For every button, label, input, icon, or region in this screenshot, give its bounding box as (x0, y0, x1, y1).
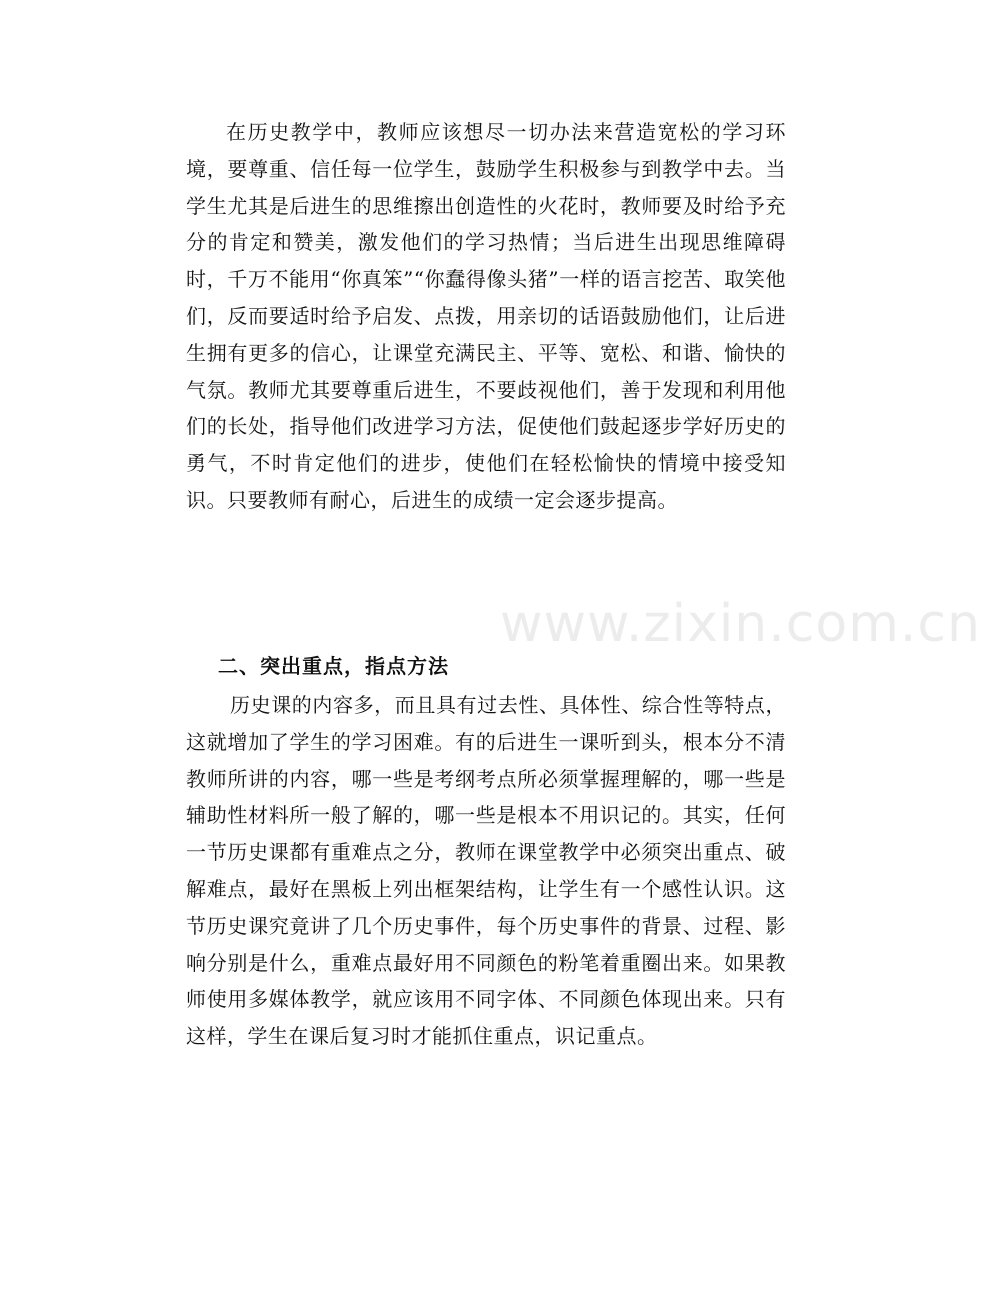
body-paragraph-1: 在历史教学中，教师应该想尽一切办法来营造宽松的学习环境，要尊重、信任每一位学生，鼓励学生积极参与到教学中去。当学生尤其是后进生的思维擦出创造性的火花时，教师要及时给予充分的肯定和赞美，激发他们的学习热情；当后进生出现思维障碍时，千万不能用“你真笨”“你蠢得像头猪”一样的语言挖苦、取笑他们，反而要适时给予启发、点拨，用亲切的话语鼓励他们，让后进生拥有更多的信心，让课堂充满民主、平等、宽松、和谐、愉快的气氛。教师尤其要尊重后进生，不要歧视他们，善于发现和利用他们的长处，指导他们改进学习方法，促使他们鼓起逐步学好历史的勇气，不时肯定他们的进步，使他们在轻松愉快的情境中接受知识。只要教师有耐心，后进生的成绩一定会逐步提高。 (186, 120, 786, 512)
body-paragraph-2: 历史课的内容多，而且具有过去性、具体性、综合性等特点，这就增加了学生的学习困难。有的后进生一课听到头，根本分不清教师所讲的内容，哪一些是考纲考点所必须掌握理解的，哪一些是辅助性材料所一般了解的，哪一些是根本不用识记的。其实，任何一节历史课都有重难点之分，教师在课堂教学中必须突出重点、破解难点，最好在黑板上列出框架结构，让学生有一个感性认识。这节历史课究竟讲了几个历史事件，每个历史事件的背景、过程、影响分别是什么，重难点最好用不同颜色的粉笔着重圈出来。如果教师使用多媒体教学，就应该用不同字体、不同颜色体现出来。只有这样，学生在课后复习时才能抓住重点，识记重点。 (186, 693, 786, 1049)
section-heading-2: 二、突出重点，指点方法 (218, 654, 449, 678)
watermark-text: www.zixin.com.cn (500, 594, 981, 654)
